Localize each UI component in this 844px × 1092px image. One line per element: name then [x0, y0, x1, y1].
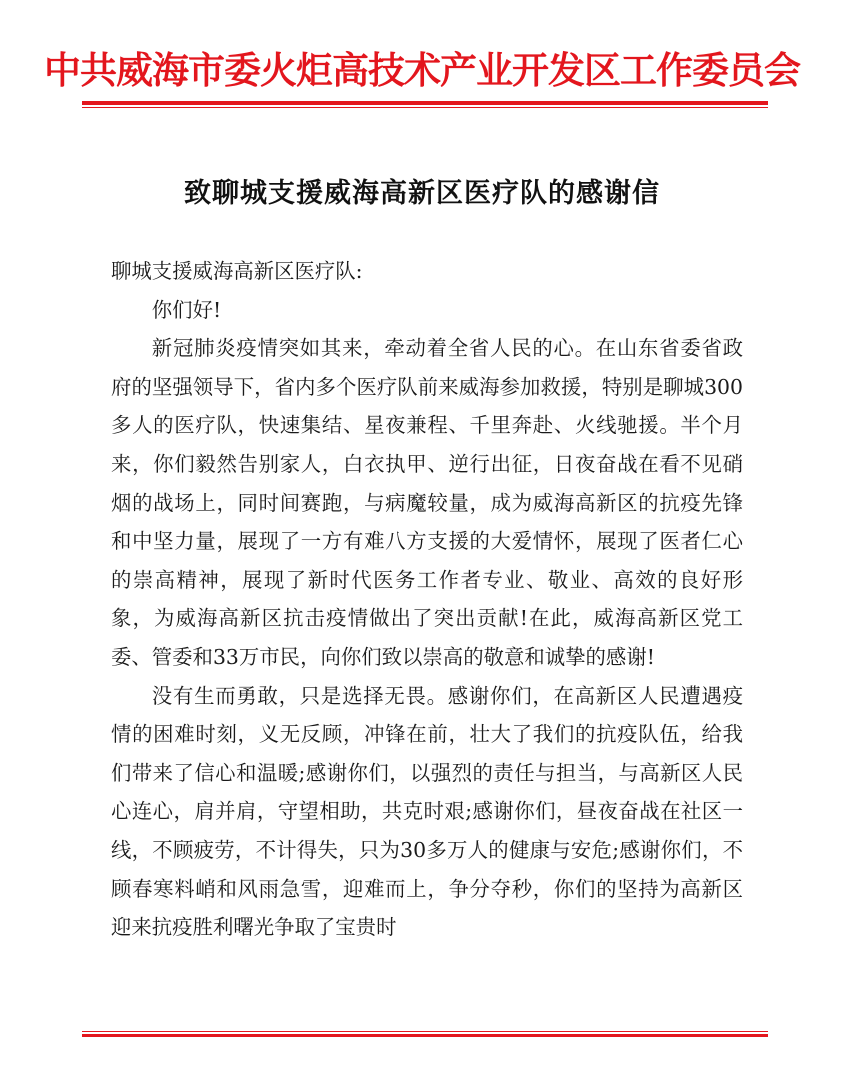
document-body [111, 252, 743, 947]
document-title: 致聊城支援威海高新区医疗队的感谢信 [184, 178, 660, 209]
salutation: 聊城支援威海高新区医疗队: [111, 259, 363, 283]
body-paragraph-2: 没有生而勇敢，只是选择无畏。感谢你们，在高新区人民遭遇疫情的困难时刻，义无反顾，冲锋在前，壮大了我们的抗疫队伍，给我们带来了信心和温暖;感谢你们，以强烈的责任与担当，与高新区人民心连心，肩并肩，守望相助，共克时艰;感谢你们，昼夜奋战在社区一线，不顾疲劳，不计得失，只为30多万人的健康与安危;感谢你们，不顾春寒料峭和风雨急雪，迎难而上，争分夺秒，你们的坚持为高新区迎来抗疫胜利曙光争取了宝贵时 [111, 683, 743, 940]
body-paragraph-1: 新冠肺炎疫情突如其来，牵动着全省人民的心。在山东省委省政府的坚强领导下，省内多个医疗队前来威海参加救援，特别是聊城300多人的医疗队，快速集结、星夜兼程、千里奔赴、火线驰援。半个月来，你们毅然告别家人，白衣执甲、逆行出征，日夜奋战在看不见硝烟的战场上，同时间赛跑，与病魔较量，成为威海高新区的抗疫先锋和中坚力量，展现了一方有难八方支援的大爱情怀，展现了医者仁心的崇高精神，展现了新时代医务工作者专业、敬业、高效的良好形象，为威海高新区抗击疫情做出了突出贡献!在此，威海高新区党工委、管委和33万市民，向你们致以崇高的敬意和诚挚的感谢! [111, 336, 743, 669]
footer-rule-thin [82, 1031, 768, 1032]
greeting: 你们好! [151, 297, 222, 322]
footer-rule-thick [82, 1034, 768, 1037]
letterhead-org-name: 中共威海市委火炬高技术产业开发区工作委员会 [44, 48, 800, 92]
